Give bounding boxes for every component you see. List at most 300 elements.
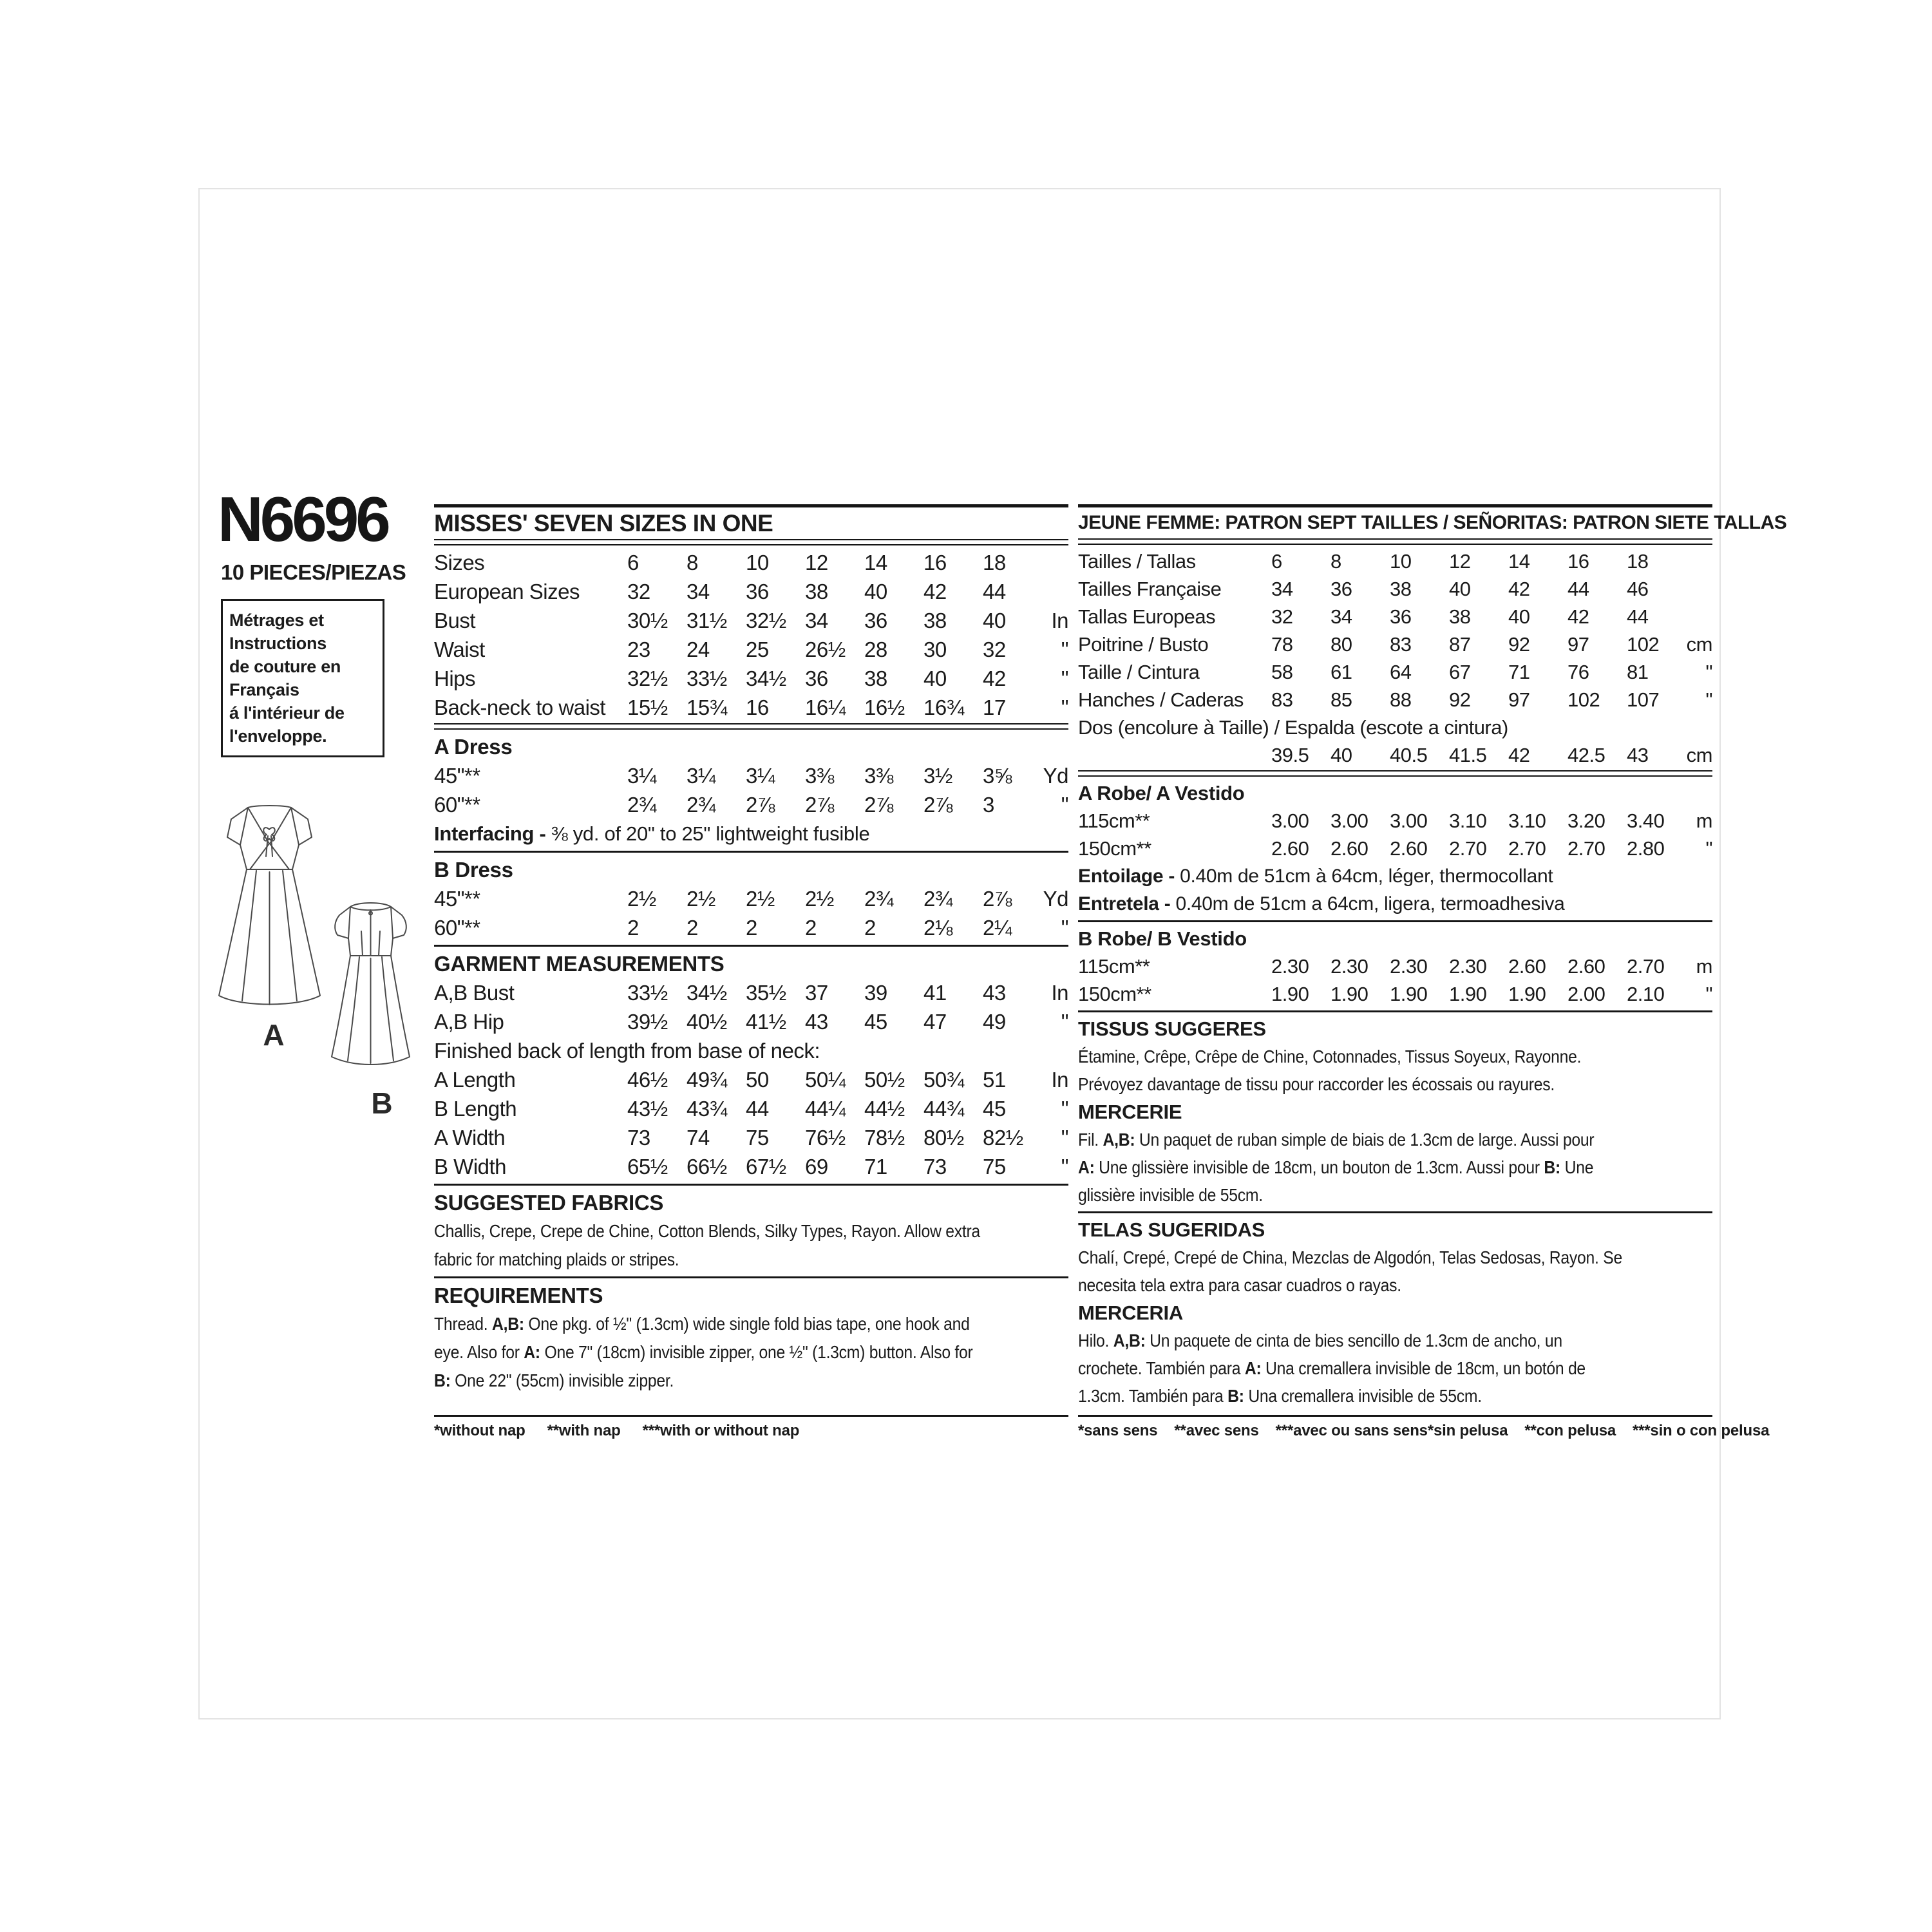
value-cell: 65½ (627, 1155, 668, 1179)
view-a-label: A (263, 1018, 285, 1052)
unit-cell: " (1061, 1155, 1068, 1179)
row-label (1078, 741, 1271, 769)
value-cell: 102 (1567, 688, 1600, 711)
value-cell: 12 (805, 551, 828, 574)
value-cell: 2.60 (1271, 837, 1309, 860)
row-label: Bust (434, 609, 476, 632)
value-cell: 15½ (627, 696, 668, 719)
value-cell: 97 (1508, 688, 1530, 711)
value-cell: 3⅜ (864, 764, 893, 788)
unit-cell: m (1696, 955, 1712, 978)
text: necesita tela extra para casar cuadros o rayas. (1078, 1275, 1401, 1295)
table-note-row: Dos (encolure à Taille) / Espalda (escote a cintura) (1078, 716, 1508, 739)
value-cell: 8 (687, 551, 698, 574)
value-cell: 3¼ (627, 764, 656, 788)
value-cell: 2½ (687, 887, 715, 911)
divider (434, 504, 1068, 507)
value-cell: 38 (923, 609, 947, 632)
value-cell: 34 (805, 609, 828, 632)
text: Hilo. (1078, 1331, 1113, 1350)
row-label: B Width (434, 1155, 507, 1179)
text: Una cremallera invisible de 18cm, un botón de (1261, 1358, 1586, 1378)
paragraph-line (434, 1310, 1005, 1338)
view-b-label: B (371, 1086, 393, 1120)
text: eye. Also for (434, 1342, 524, 1362)
table-row (1078, 980, 1712, 1008)
english-nap-footnote (434, 1415, 1068, 1440)
unit-cell: Yd (1043, 887, 1068, 911)
paragraph-line (1078, 1126, 1649, 1153)
value-cell: 2⅞ (983, 887, 1012, 911)
value-cell: 2 (627, 916, 639, 940)
unit-cell: " (1705, 688, 1712, 711)
row-label: Hanches / Caderas (1078, 688, 1244, 711)
value-cell: 2.30 (1271, 955, 1309, 978)
value-cell: 92 (1449, 688, 1471, 711)
value-cell: 16 (1567, 550, 1589, 573)
value-cell: 40 (1508, 605, 1530, 628)
merceria-heading: MERCERIA (1078, 1302, 1183, 1324)
text: 1.3cm. También para (1078, 1386, 1228, 1406)
text: Chalí, Crepé, Crepé de China, Mezclas de Algodón, Telas Sedosas, Rayon. Se (1078, 1247, 1622, 1267)
value-cell: 107 (1627, 688, 1660, 711)
value-cell: 2.30 (1331, 955, 1368, 978)
footnote-item: *without nap (434, 1422, 526, 1439)
value-cell: 38 (1390, 578, 1412, 600)
value-cell: 97 (1567, 633, 1589, 656)
value-cell: 15¾ (687, 696, 727, 719)
b-robe-yardage-table (1078, 952, 1712, 1008)
text: fabric for matching plaids or stripes. (434, 1249, 679, 1269)
french-spanish-column (1078, 504, 1787, 1410)
bold-text: B: (434, 1370, 451, 1390)
row-label: Tailles / Tallas (1078, 550, 1196, 573)
entretela-text: 0.40m de 51cm a 64cm, ligera, termoadhesiva (1175, 893, 1565, 914)
value-cell: 2⅞ (923, 793, 952, 817)
value-cell: 3 (983, 793, 994, 817)
value-cell: 41½ (746, 1010, 786, 1034)
divider (434, 851, 1068, 853)
value-cell: 78½ (864, 1126, 905, 1150)
value-cell: 39½ (627, 1010, 668, 1034)
paragraph-line (434, 1245, 1005, 1274)
value-cell: 30½ (627, 609, 668, 632)
value-cell: 3⅝ (983, 764, 1012, 788)
value-cell: 36 (864, 609, 887, 632)
value-cell: 82½ (983, 1126, 1023, 1150)
unit-cell: " (1705, 661, 1712, 683)
row-label: A Length (434, 1068, 516, 1092)
dress-b-illustration (321, 898, 421, 1078)
intl-table-title: JEUNE FEMME: PATRON SEPT TAILLES / SEÑORITAS: PATRON SIETE TALLAS (1078, 512, 1787, 533)
row-label: 115cm** (1078, 955, 1150, 978)
value-cell: 2¾ (864, 887, 893, 911)
value-cell: 36 (805, 667, 828, 690)
value-cell: 39 (864, 981, 887, 1005)
unit-cell: m (1696, 810, 1712, 832)
value-cell: 3.10 (1449, 810, 1487, 832)
table-row (434, 884, 1068, 913)
value-cell: 45 (983, 1097, 1006, 1121)
value-cell: 46 (1627, 578, 1649, 600)
paragraph-line (1078, 1382, 1649, 1410)
text: Un paquete de cinta de bies sencillo de 1.3cm de ancho, un (1145, 1331, 1562, 1350)
value-cell: 80 (1331, 633, 1352, 656)
value-cell: 16 (923, 551, 947, 574)
row-label: Sizes (434, 551, 485, 574)
value-cell: 33½ (687, 667, 727, 690)
value-cell: 44¼ (805, 1097, 846, 1121)
row-label: 45"** (434, 764, 480, 788)
paragraph-line (1078, 1244, 1649, 1271)
value-cell: 71 (864, 1155, 887, 1179)
unit-cell: " (1061, 696, 1068, 719)
footnote-item: **con pelusa (1524, 1422, 1616, 1439)
value-cell: 2⅛ (923, 916, 952, 940)
unit-cell (1686, 575, 1712, 603)
table-row (434, 790, 1068, 819)
text: glissière invisible de 55cm. (1078, 1185, 1263, 1205)
table-row (1078, 575, 1712, 603)
value-cell: 78 (1271, 633, 1293, 656)
divider (434, 1276, 1068, 1278)
row-label: European Sizes (434, 580, 580, 603)
unit-cell (1686, 547, 1712, 575)
value-cell: 36 (746, 580, 769, 603)
value-cell: 14 (864, 551, 887, 574)
value-cell: 3.40 (1627, 810, 1665, 832)
value-cell: 32½ (746, 609, 786, 632)
value-cell: 50¼ (805, 1068, 846, 1092)
value-cell: 50¾ (923, 1068, 964, 1092)
value-cell: 40 (983, 609, 1006, 632)
text: One pkg. of ½" (1.3cm) wide single fold bias tape, one hook and (524, 1314, 970, 1334)
paragraph-line (1078, 1327, 1649, 1354)
divider (1078, 1010, 1712, 1012)
bold-text: A,B: (1103, 1130, 1135, 1150)
value-cell: 16¼ (805, 696, 846, 719)
value-cell: 2½ (746, 887, 775, 911)
value-cell: 40½ (687, 1010, 727, 1034)
value-cell: 73 (923, 1155, 947, 1179)
table-row (1078, 630, 1712, 658)
value-cell: 76 (1567, 661, 1589, 683)
divider (434, 723, 1068, 730)
table-row (1078, 835, 1712, 862)
divider (434, 539, 1068, 545)
value-cell: 2⅞ (864, 793, 893, 817)
value-cell: 10 (746, 551, 769, 574)
text: Thread. (434, 1314, 493, 1334)
telas-sugeridas-heading: TELAS SUGERIDAS (1078, 1218, 1265, 1241)
paragraph-line (1078, 1181, 1649, 1209)
value-cell: 42 (1508, 744, 1530, 766)
value-cell: 16 (746, 696, 769, 719)
value-cell: 42 (923, 580, 947, 603)
value-cell: 3¼ (746, 764, 775, 788)
value-cell: 2.30 (1449, 955, 1487, 978)
row-label: 60"** (434, 793, 480, 817)
value-cell: 34½ (746, 667, 786, 690)
text: Challis, Crepe, Crepe de Chine, Cotton Blends, Silky Types, Rayon. Allow extra (434, 1221, 980, 1241)
value-cell: 6 (627, 551, 639, 574)
value-cell: 2 (687, 916, 698, 940)
table-row (434, 761, 1068, 790)
value-cell: 64 (1390, 661, 1412, 683)
value-cell: 18 (1627, 550, 1649, 573)
value-cell: 3.00 (1331, 810, 1368, 832)
a-dress-yardage-table (434, 761, 1068, 819)
value-cell: 3¼ (687, 764, 715, 788)
value-cell: 2⅞ (805, 793, 834, 817)
entoilage-text: 0.40m de 51cm à 64cm, léger, thermocollant (1180, 866, 1553, 887)
value-cell: 40 (1331, 744, 1352, 766)
value-cell: 14 (1508, 550, 1530, 573)
value-cell: 26½ (805, 638, 846, 661)
row-label: 45"** (434, 887, 480, 911)
table-row (1078, 547, 1712, 575)
row-label: Tallas Europeas (1078, 605, 1216, 628)
mercerie-text (1078, 1126, 1712, 1209)
value-cell: 30 (923, 638, 947, 661)
unit-cell: " (1061, 793, 1068, 817)
value-cell: 44 (983, 580, 1006, 603)
tissus-suggeres-text (1078, 1043, 1712, 1098)
value-cell: 2¾ (627, 793, 656, 817)
value-cell: 42 (1508, 578, 1530, 600)
value-cell: 34½ (687, 981, 727, 1005)
value-cell: 2.70 (1449, 837, 1487, 860)
value-cell: 2¼ (983, 916, 1012, 940)
value-cell: 32 (627, 580, 650, 603)
value-cell: 2.70 (1567, 837, 1605, 860)
row-label: 115cm** (1078, 810, 1150, 832)
value-cell: 2.10 (1627, 983, 1665, 1005)
value-cell: 44½ (864, 1097, 905, 1121)
text: Prévoyez davantage de tissu pour raccorder les écossais ou rayures. (1078, 1074, 1555, 1094)
table-row (434, 1152, 1068, 1181)
bold-text: A: (524, 1342, 540, 1362)
value-cell: 43 (983, 981, 1006, 1005)
interfacing-label: Interfacing - (434, 822, 551, 845)
value-cell: 1.90 (1449, 983, 1487, 1005)
value-cell: 51 (983, 1068, 1006, 1092)
value-cell: 2 (864, 916, 876, 940)
value-cell: 2.00 (1567, 983, 1605, 1005)
footnote-item: ***sin o con pelusa (1633, 1422, 1770, 1439)
mercerie-heading: MERCERIE (1078, 1101, 1182, 1123)
table-row (434, 577, 1068, 606)
row-label: A Width (434, 1126, 506, 1150)
divider (1078, 538, 1712, 545)
table-row (434, 664, 1068, 693)
value-cell: 10 (1390, 550, 1412, 573)
footnote-item: ***avec ou sans sens (1275, 1422, 1428, 1439)
value-cell: 49 (983, 1010, 1006, 1034)
value-cell: 32 (983, 638, 1006, 661)
value-cell: 74 (687, 1126, 710, 1150)
a-robe-heading: A Robe/ A Vestido (1078, 782, 1245, 804)
value-cell: 92 (1508, 633, 1530, 656)
paragraph-line (1078, 1070, 1649, 1098)
table-row (434, 1065, 1068, 1094)
footnote-item: *sans sens (1078, 1422, 1158, 1439)
row-label: Poitrine / Busto (1078, 633, 1209, 656)
value-cell: 2.30 (1390, 955, 1428, 978)
paragraph-line (434, 1217, 1005, 1245)
row-label: Hips (434, 667, 476, 690)
text: One 22" (55cm) invisible zipper. (450, 1370, 674, 1390)
value-cell: 87 (1449, 633, 1471, 656)
value-cell: 41 (923, 981, 947, 1005)
french-note-line: Métrages et (229, 611, 324, 630)
value-cell: 66½ (687, 1155, 727, 1179)
value-cell: 2⅞ (746, 793, 775, 817)
value-cell: 81 (1627, 661, 1649, 683)
value-cell: 2.60 (1508, 955, 1546, 978)
table-row (434, 635, 1068, 664)
value-cell: 2 (746, 916, 757, 940)
telas-sugeridas-text (1078, 1244, 1712, 1299)
garment-measurements-table (434, 978, 1068, 1181)
value-cell: 1.90 (1331, 983, 1368, 1005)
row-label: Back-neck to waist (434, 696, 606, 719)
value-cell: 2.80 (1627, 837, 1665, 860)
row-label: B Length (434, 1097, 517, 1121)
value-cell: 44 (1567, 578, 1589, 600)
unit-cell: In (1051, 1068, 1068, 1092)
row-label: 150cm** (1078, 837, 1151, 860)
value-cell: 2.60 (1331, 837, 1368, 860)
unit-cell: " (1061, 916, 1068, 940)
value-cell: 46½ (627, 1068, 668, 1092)
value-cell: 37 (805, 981, 828, 1005)
unit-cell: " (1061, 667, 1068, 690)
value-cell: 76½ (805, 1126, 846, 1150)
value-cell: 2.60 (1390, 837, 1428, 860)
footnote-item: *sin pelusa (1427, 1422, 1508, 1439)
divider (434, 1184, 1068, 1186)
text: Étamine, Crêpe, Crêpe de Chine, Cotonnades, Tissus Soyeux, Rayonne. (1078, 1046, 1582, 1066)
paragraph-line (434, 1338, 1005, 1367)
value-cell: 67½ (746, 1155, 786, 1179)
unit-cell: cm (1686, 744, 1712, 766)
value-cell: 73 (627, 1126, 650, 1150)
english-table-title: MISSES' SEVEN SIZES IN ONE (434, 510, 773, 536)
french-note-line: Français (229, 680, 299, 699)
bold-text: A,B: (492, 1314, 524, 1334)
value-cell: 32½ (627, 667, 668, 690)
value-cell: 2.70 (1627, 955, 1665, 978)
value-cell: 12 (1449, 550, 1471, 573)
value-cell: 2½ (627, 887, 656, 911)
divider (434, 945, 1068, 947)
footnote-item: **with nap (547, 1422, 621, 1439)
value-cell: 102 (1627, 633, 1660, 656)
value-cell: 31½ (687, 609, 727, 632)
divider (1078, 770, 1712, 777)
b-dress-heading: B Dress (434, 858, 513, 882)
value-cell: 3½ (923, 764, 952, 788)
unit-cell (1042, 577, 1068, 606)
spanish-nap-footnotes (1428, 1422, 1769, 1440)
unit-cell: " (1061, 1097, 1068, 1121)
french-note-box (221, 599, 384, 757)
table-row (434, 913, 1068, 942)
value-cell: 83 (1271, 688, 1293, 711)
table-row (1078, 686, 1712, 714)
english-column (434, 504, 1068, 1395)
value-cell: 43 (805, 1010, 828, 1034)
table-row (434, 1094, 1068, 1123)
value-cell: 49¾ (687, 1068, 727, 1092)
value-cell: 3.10 (1508, 810, 1546, 832)
value-cell: 35½ (746, 981, 786, 1005)
french-note-line: de couture en (229, 657, 341, 676)
table-row (434, 1123, 1068, 1152)
requirements-heading: REQUIREMENTS (434, 1283, 603, 1307)
value-cell: 47 (923, 1010, 947, 1034)
value-cell: 58 (1271, 661, 1293, 683)
unit-cell: Yd (1043, 764, 1068, 788)
text: Une (1560, 1157, 1594, 1177)
value-cell: 6 (1271, 550, 1282, 573)
unit-cell: " (1061, 1126, 1068, 1150)
value-cell: 83 (1390, 633, 1412, 656)
bold-text: A,B: (1113, 1331, 1146, 1350)
unit-cell: " (1061, 638, 1068, 661)
pieces-label: 10 PIECES/PIEZAS (221, 560, 406, 584)
intl-nap-footnote (1078, 1415, 1770, 1440)
value-cell: 41.5 (1449, 744, 1487, 766)
value-cell: 34 (1271, 578, 1293, 600)
text: Fil. (1078, 1130, 1103, 1150)
french-note-line: Instructions (229, 634, 327, 653)
footnote-item: ***with or without nap (642, 1422, 800, 1439)
value-cell: 39.5 (1271, 744, 1309, 766)
unit-cell: In (1051, 609, 1068, 632)
a-dress-heading: A Dress (434, 735, 513, 759)
divider (1078, 504, 1712, 507)
value-cell: 16¾ (923, 696, 964, 719)
unit-cell (1042, 548, 1068, 577)
value-cell: 43¾ (687, 1097, 727, 1121)
table-row (1078, 603, 1712, 630)
paragraph-line (1078, 1153, 1649, 1181)
value-cell: 2¾ (687, 793, 715, 817)
value-cell: 38 (1449, 605, 1471, 628)
value-cell: 33½ (627, 981, 668, 1005)
paragraph-line (1078, 1271, 1649, 1299)
row-label: Taille / Cintura (1078, 661, 1200, 683)
interfacing-note (434, 819, 1068, 848)
value-cell: 38 (864, 667, 887, 690)
value-cell: 28 (864, 638, 887, 661)
bold-text: A: (1078, 1157, 1095, 1177)
bold-text: B: (1544, 1157, 1561, 1177)
value-cell: 18 (983, 551, 1006, 574)
value-cell: 2.70 (1508, 837, 1546, 860)
table-row (434, 606, 1068, 635)
entoilage-note (1078, 862, 1712, 890)
value-cell: 8 (1331, 550, 1341, 573)
text: Una cremallera invisible de 55cm. (1244, 1386, 1482, 1406)
value-cell: 16½ (864, 696, 905, 719)
value-cell: 71 (1508, 661, 1530, 683)
row-label: Tailles Française (1078, 578, 1222, 600)
row-label: A,B Hip (434, 1010, 504, 1034)
value-cell: 40 (864, 580, 887, 603)
